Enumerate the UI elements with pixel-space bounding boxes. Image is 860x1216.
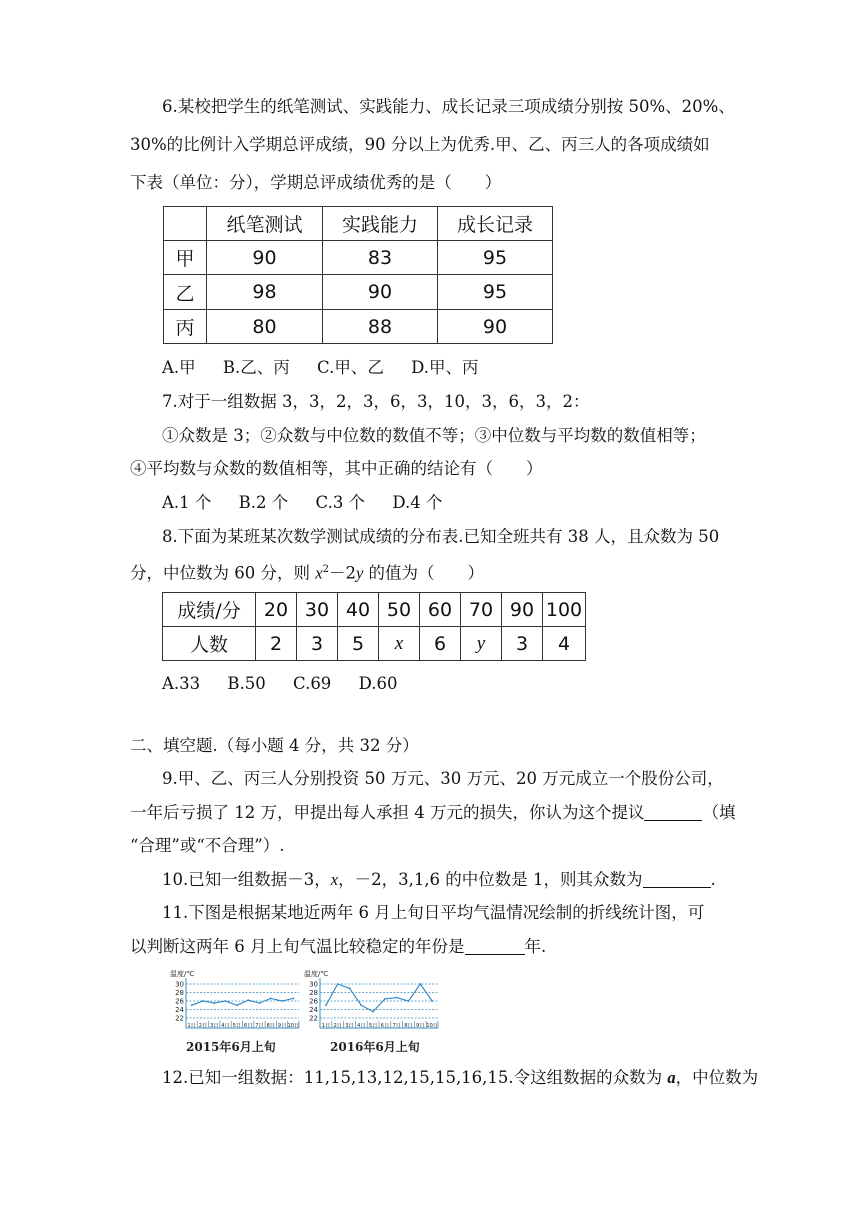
q8-line2 [130,558,484,586]
data-point [259,1002,261,1004]
y-axis-title: 温度/℃ [304,970,329,978]
q7-option-c: C.3 个 [315,493,366,512]
q8-cell: 2 [256,627,297,661]
x-tick-label: 3日 [345,1023,354,1029]
data-point [396,997,398,999]
q8-cell: 70 [461,593,502,627]
q6-table-header-3: 成长记录 [438,207,553,241]
q8-cell: 30 [297,593,338,627]
table-row [164,310,553,344]
q8-line1: 8.下面为某班某次数学测试成绩的分布表.已知全班共有 38 人，且众数为 50 [162,527,720,546]
y-tick-label: 22 [309,1014,318,1023]
q9-line2-start: 一年后亏损了 12 万，甲提出每人承担 4 万元的损失，你认为这个提议 [130,803,645,822]
q8-option-b: B.50 [227,674,266,693]
q12-line1-start: 12.已知一组数据：11,15,13,12,15,15,16,15.令这组数据的众数为 [162,1068,668,1087]
q6-table-header-0 [164,207,207,241]
q8-cell: 6 [420,627,461,661]
q8-var-x: x [315,563,323,583]
q8-cell: 60 [420,593,461,627]
q7-option-a: A.1 个 [162,493,212,512]
x-tick-label: 6日 [380,1023,390,1029]
q10-line1-start: 10.已知一组数据－3， [162,870,331,889]
x-tick-label: 10日 [426,1023,438,1029]
data-point [384,998,386,1000]
q6-cell: 95 [438,275,553,310]
y-tick-label: 30 [309,980,318,989]
data-point [337,983,339,985]
x-tick-label: 2日 [198,1023,208,1029]
q8-cell: 3 [502,627,543,661]
q9-line2-end: （填 [702,803,736,822]
q6-score-table [163,206,553,344]
table-row [163,627,586,661]
q6-cell: 丙 [164,310,207,344]
table-row [163,593,586,627]
q7-line1: 7.对于一组数据 3，3，2，3，6，3，10，3，6，3，2： [162,392,590,411]
chart-caption-2016: 2016年6月上旬 [330,1040,420,1054]
q6-option-a: A.甲 [162,358,196,377]
q8-exponent: 2 [322,564,329,575]
data-point [213,1002,215,1004]
q6-line2: 30%的比例计入学期总评成绩，90 分以上为优秀.甲、乙、丙三人的各项成绩如 [130,135,710,154]
q8-row1-header: 成绩/分 [163,593,256,627]
data-point [372,1011,374,1013]
x-tick-label: 7日 [392,1023,401,1029]
q8-row2-header: 人数 [163,627,256,661]
q8-cell: 3 [297,627,338,661]
x-tick-label: 2日 [333,1023,342,1029]
line-chart-2016 [302,968,442,1033]
q6-option-d: D.甲、丙 [411,358,479,377]
x-tick-label: 8日 [266,1023,275,1029]
q8-distribution-table [162,592,586,661]
q12-line1 [162,1066,758,1090]
q10-var-x: x [330,870,339,889]
q11-line1: 11.下图是根据某地近两年 6 月上旬日平均气温情况绘制的折线统计图，可 [162,903,705,922]
x-tick-label: 8日 [404,1023,413,1029]
q12-line1-end: ，中位数为 [675,1068,759,1087]
y-tick-label: 26 [175,997,184,1006]
q6-cell: 83 [323,241,438,275]
q8-cell: 4 [543,627,586,661]
q7-option-d: D.4 个 [392,493,443,512]
q9-line3: “合理”或“不合理”）. [130,836,285,855]
q6-cell: 88 [323,310,438,344]
q11-answer-blank [465,936,525,955]
q7-line3: ④平均数与众数的数值相等，其中正确的结论有（ ） [130,459,543,478]
x-tick-label: 7日 [255,1023,264,1029]
x-tick-label: 3日 [210,1023,219,1029]
q10-line1 [162,868,716,892]
q9-line1: 9.甲、乙、丙三人分别投资 50 万元、30 万元、20 万元成立一个股份公司， [162,769,724,788]
q7-option-b: B.2 个 [238,493,289,512]
data-point [408,1000,410,1002]
q8-cell: 90 [502,593,543,627]
x-tick-label: 1日 [187,1023,196,1029]
data-point [225,1000,227,1002]
q6-option-b: B.乙、丙 [222,358,290,377]
q8-cell: 20 [256,593,297,627]
x-tick-label: 4日 [357,1023,366,1029]
q9-answer-blank [644,802,702,821]
series-line [192,998,294,1005]
q10-line1-mid: ，－2，3,1,6 的中位数是 1，则其众数为 [338,870,643,889]
q10-answer-blank [643,869,711,888]
q8-option-d: D.60 [358,674,398,693]
x-tick-label: 9日 [277,1023,287,1029]
q8-cell: 5 [338,627,379,661]
q8-minus: －2 [328,563,356,583]
q8-cell: 50 [379,593,420,627]
q11-line2-start: 以判断这两年 6 月上旬气温比较稳定的年份是 [130,937,465,956]
table-row [164,241,553,275]
q8-var-y: y [355,563,364,583]
data-point [349,987,351,989]
q6-options [162,356,478,380]
data-point [431,1000,433,1002]
q6-cell: 乙 [164,275,207,310]
q8-cell: y [461,627,502,661]
y-tick-label: 24 [309,1006,318,1014]
data-point [325,1004,327,1006]
q6-cell: 甲 [164,241,207,275]
data-point [292,998,294,1000]
data-point [419,983,421,985]
q6-cell: 90 [323,275,438,310]
chart-caption-2015: 2015年6月上旬 [186,1040,276,1054]
x-tick-label: 10日 [287,1023,300,1029]
q7-line2: ①众数是 3；②众数与中位数的数值不等；③中位数与平均数的数值相等； [162,426,706,445]
y-tick-label: 26 [309,997,318,1006]
q12-var-a: a [667,1068,676,1087]
x-tick-label: 1日 [321,1023,331,1029]
y-tick-label: 30 [175,980,184,989]
q6-cell: 90 [207,241,323,275]
q6-table-header-1: 纸笔测试 [207,207,323,241]
q8-option-a: A.33 [162,674,201,693]
q6-cell: 98 [207,275,323,310]
x-tick-label: 4日 [221,1023,230,1029]
line-chart-2015 [168,968,303,1033]
q8-line2-end: 的值为（ ） [363,563,485,583]
q6-cell: 95 [438,241,553,275]
q7-options [162,491,442,515]
section-title: 二、填空题.（每小题 4 分，共 32 分） [130,736,419,755]
q6-line3: 下表（单位：分），学期总评成绩优秀的是（ ） [130,173,502,192]
q6-line1: 6.某校把学生的纸笔测试、实践能力、成长记录三项成绩分别按 50%、20%、 [162,97,735,116]
data-point [247,999,249,1001]
data-point [236,1004,238,1006]
q8-cell: x [379,627,420,661]
data-point [360,1004,362,1006]
q6-cell: 90 [438,310,553,344]
q11-line2 [130,935,546,959]
series-line [326,984,432,1012]
q8-cell: 100 [543,593,586,627]
q10-line1-end: . [710,870,716,889]
q6-option-c: C.甲、乙 [317,358,384,377]
y-axis-title: 温度/℃ [170,970,195,978]
data-point [202,1000,204,1002]
y-tick-label: 24 [175,1006,184,1014]
x-tick-label: 5日 [368,1023,378,1029]
q8-cell: 40 [338,593,379,627]
x-tick-label: 9日 [416,1023,425,1029]
y-tick-label: 22 [175,1014,184,1023]
q8-option-c: C.69 [293,674,332,693]
data-point [270,998,272,1000]
q9-line2 [130,801,735,825]
q11-line2-end: 年. [524,937,547,956]
q8-line2-start: 分，中位数为 60 分，则 [130,563,316,583]
table-row [164,275,553,310]
x-tick-label: 5日 [232,1023,242,1029]
y-tick-label: 28 [175,989,184,997]
y-tick-label: 28 [309,989,318,997]
q8-options [162,672,397,696]
x-tick-label: 6日 [243,1023,253,1029]
q6-cell: 80 [207,310,323,344]
data-point [191,1004,193,1006]
q6-table-header-2: 实践能力 [323,207,438,241]
data-point [281,1000,283,1002]
